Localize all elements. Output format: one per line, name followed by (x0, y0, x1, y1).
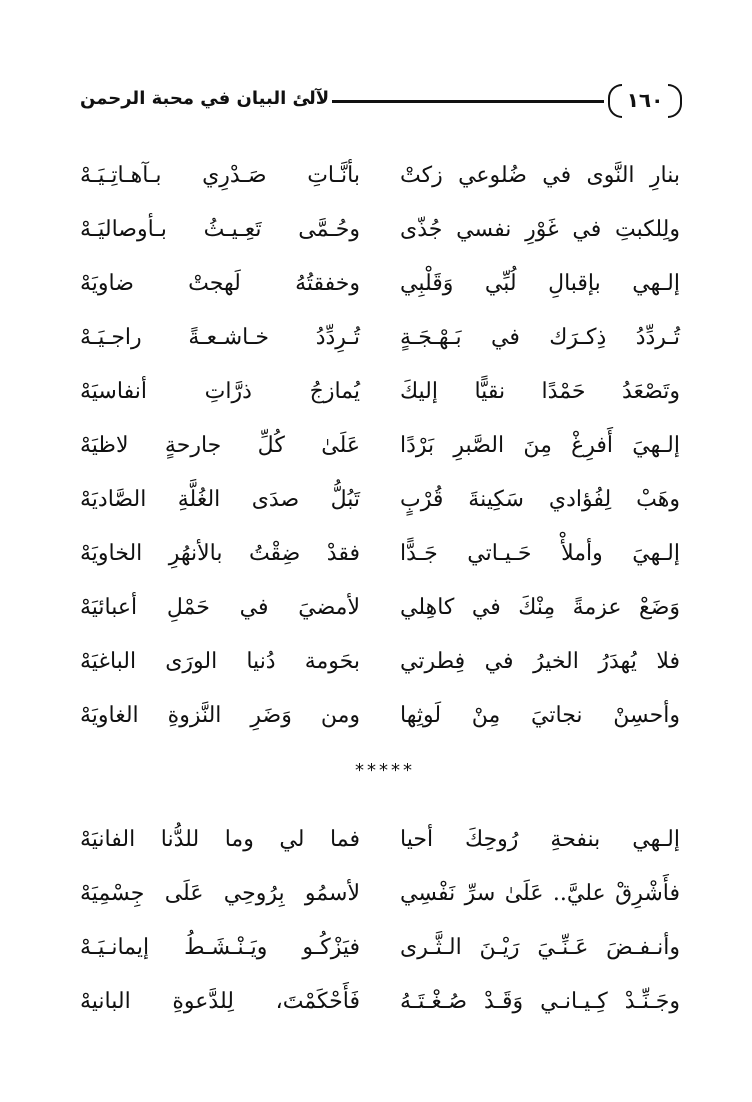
verse-line (80, 926, 680, 980)
verse-line (80, 818, 680, 872)
second-hemistich: عَلَىٰ كُلِّ جارحةٍ لاظيَهْ (80, 433, 360, 458)
book-title: لآلئ البيان في محبة الرحمن (80, 88, 330, 109)
second-hemistich: وخفقتُهُ لَهجتْ ضاويَهْ (80, 271, 360, 296)
second-hemistich: بأنَّـاتِ صَـدْرِي بـآهـاتِـيَـهْ (80, 163, 360, 188)
verse-line (80, 370, 680, 424)
second-hemistich: تَبُلُّ صدَى الغُلَّةِ الصَّاديَهْ (80, 487, 360, 512)
second-hemistich: لأمضيَ في حَمْلِ أعبائيَهْ (80, 595, 360, 620)
second-hemistich: فقدْ ضِقْتُ بالأنهُرِ الخاويَهْ (80, 541, 360, 566)
poem-stanza-2 (80, 818, 680, 1034)
verse-line (80, 316, 680, 370)
verse-line (80, 208, 680, 262)
first-hemistich: إلـهي بنفحةِ رُوحِكَ أحيا (400, 827, 680, 852)
page-header (70, 82, 690, 126)
first-hemistich: وهَبْ لِفُؤادي سَكِينةَ قُرْبٍ (400, 487, 680, 512)
second-hemistich: ومن وَضَرِ النَّزوةِ الغاويَهْ (80, 703, 360, 728)
second-hemistich: فيَزْكُـو ويَـنْـشَـطُ إيمانـيَـهْ (80, 935, 360, 960)
second-hemistich: تُـرِدِّدُ خـاشـعـةً راجـيَـهْ (80, 325, 360, 350)
first-hemistich: فأَشْرِقْ عليَّ.. عَلَىٰ سرِّ نَفْسِي (400, 881, 680, 906)
header-rule (332, 100, 604, 103)
second-hemistich: بحَومة دُنيا الورَى الباغيَهْ (80, 649, 360, 674)
page-number-text: ١٦٠ (626, 88, 664, 112)
first-hemistich: إلـهي بإقبالِ لُبِّي وَقَلْبِي (400, 271, 680, 296)
first-hemistich: وأحسِنْ نجاتيَ مِنْ لَوثِها (400, 703, 680, 728)
second-hemistich: لأسمُو بِرُوحِي عَلَى جِسْمِيَهْ (80, 881, 360, 906)
poem-stanza-1 (80, 154, 680, 748)
verse-line (80, 980, 680, 1034)
verse-line (80, 586, 680, 640)
verse-line (80, 424, 680, 478)
verse-line (80, 478, 680, 532)
second-hemistich: فما لي وما للدُّنا الفانيَهْ (80, 827, 360, 852)
second-hemistich: وحُـمَّى تَعِـيـثُ بـأوصاليَـهْ (80, 217, 360, 242)
page-number-bracket-right (668, 84, 682, 118)
page-number-bracket-left (608, 84, 622, 118)
second-hemistich: فَأَحْكَمْتَ، لِلدَّعوةِ البانيهْ (80, 989, 360, 1014)
first-hemistich: فلا يُهدَرُ الخيرُ في فِطرتي (400, 649, 680, 674)
verse-line (80, 532, 680, 586)
verse-line (80, 262, 680, 316)
first-hemistich: تُـردِّدُ ذِكـرَك في بَـهْـجَـةٍ (400, 325, 680, 350)
first-hemistich: إلـهيَ أَفرِغْ مِنَ الصَّبرِ بَرْدًا (400, 433, 680, 458)
first-hemistich: وجَـنِّـدْ كِـيـانـي وَقَـدْ صُـغْـتَـهُ (400, 989, 680, 1014)
verse-line (80, 640, 680, 694)
second-hemistich: يُمازجُ ذرَّاتِ أنفاسيَهْ (80, 379, 360, 404)
stanza-separator: ***** (355, 760, 415, 781)
verse-line (80, 872, 680, 926)
verse-line (80, 154, 680, 208)
page-number (608, 84, 682, 116)
verse-line (80, 694, 680, 748)
first-hemistich: وتَصْعَدُ حَمْدًا نقيًّا إليكَ (400, 379, 680, 404)
first-hemistich: إلـهيَ وأملأْ حَـيـاتي جَـدًّا (400, 541, 680, 566)
first-hemistich: وَضَعْ عزمةً مِنْكَ في كاهِلي (400, 595, 680, 620)
first-hemistich: بنارِ النَّوى في ضُلوعي زكتْ (400, 163, 680, 188)
first-hemistich: ولِلكبتِ في غَوْرِ نفسي جُذّى (400, 217, 680, 242)
first-hemistich: وأنـفـضَ عَـنِّـيَ رَيْـنَ الـثَّـرى (400, 935, 680, 960)
